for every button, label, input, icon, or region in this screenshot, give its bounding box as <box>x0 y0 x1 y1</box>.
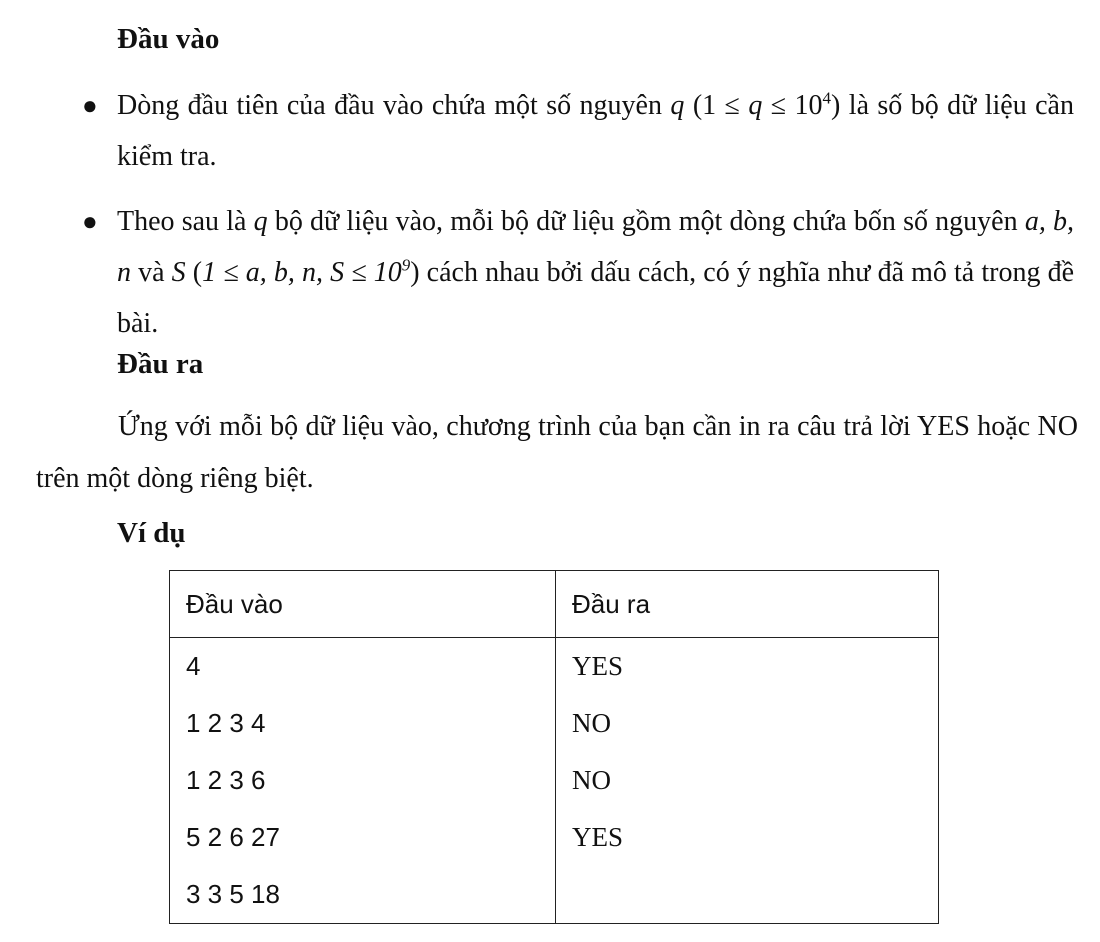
table-row <box>170 752 939 809</box>
table-cell-output: NO <box>556 695 939 752</box>
table-row <box>170 866 939 924</box>
input-bullet-list <box>0 80 1100 349</box>
table-cell-output: NO <box>556 752 939 809</box>
variable-s: S <box>171 257 186 288</box>
table-row <box>170 695 939 752</box>
exponent: 4 <box>822 88 832 108</box>
bullet-text: ) cách nhau bởi dấu cách, có ý nghĩa như đã mô tả trong đề bài. <box>117 257 1075 339</box>
bullet-item-first-line <box>0 80 1100 182</box>
output-heading: Đầu ra <box>117 348 204 380</box>
output-description: Ứng với mỗi bộ dữ liệu vào, chương trình của bạn cần in ra câu trả lời YES hoặc NO trên một dòng riêng biệt. <box>36 411 1078 494</box>
table-cell-input: 1 2 3 4 <box>170 695 556 752</box>
bullet-text: ≤ 10 <box>762 90 823 121</box>
column-header-input: Đầu vào <box>170 571 556 638</box>
table-cell-input: 1 2 3 6 <box>170 752 556 809</box>
bullet-text: ( <box>185 257 203 288</box>
bullet-icon: ● <box>82 91 98 120</box>
table-row <box>170 809 939 866</box>
bullet-text: Dòng đầu tiên của đầu vào chứa một số nguyên <box>117 90 671 121</box>
variable-q: q <box>670 90 685 121</box>
variable-q: q <box>253 206 268 237</box>
example-table <box>169 570 939 924</box>
bullet-text: và <box>131 257 172 288</box>
bullet-text: ) là số bộ dữ liệu cần kiểm tra. <box>117 90 1074 172</box>
bullet-text: bộ dữ liệu vào, mỗi bộ dữ liệu gồm một dòng chứa bốn số nguyên <box>267 206 1025 237</box>
table-row <box>170 638 939 696</box>
table-cell-output: YES <box>556 638 939 696</box>
constraint-expression: 1 ≤ a, b, n, S ≤ 10 <box>202 257 402 288</box>
table-cell-input: 4 <box>170 638 556 696</box>
variable-q: q <box>748 90 763 121</box>
table-header-row <box>170 571 939 638</box>
bullet-item-data-sets <box>0 196 1100 349</box>
exponent: 9 <box>401 255 411 275</box>
table-cell-input: 3 3 5 18 <box>170 866 556 924</box>
example-heading: Ví dụ <box>117 517 186 549</box>
variables-a-b-n: a, b, n <box>117 206 1075 288</box>
bullet-text: (1 ≤ <box>684 90 749 121</box>
table-cell-output <box>556 866 939 924</box>
table-cell-output: YES <box>556 809 939 866</box>
input-heading: Đầu vào <box>117 23 220 55</box>
table-cell-input: 5 2 6 27 <box>170 809 556 866</box>
column-header-output: Đầu ra <box>556 571 939 638</box>
bullet-icon: ● <box>82 207 98 236</box>
bullet-text: Theo sau là <box>117 206 254 237</box>
